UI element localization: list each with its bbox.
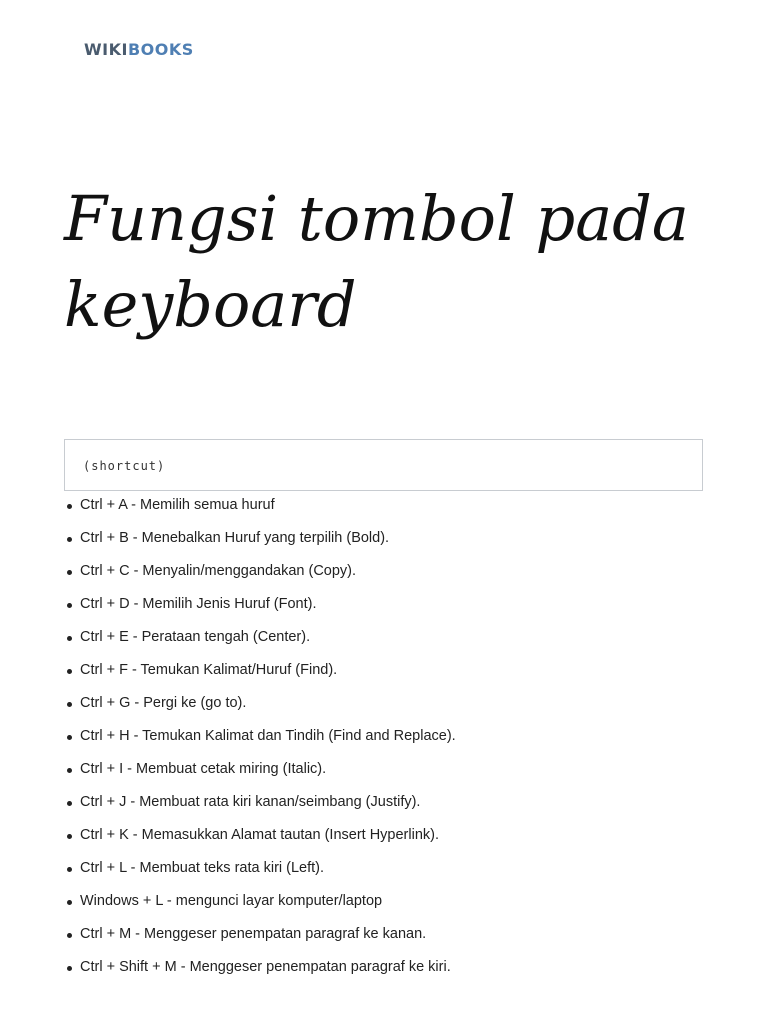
logo-wiki-text: WIKI bbox=[84, 40, 128, 59]
shortcut-item-ctrl-d: Ctrl + D - Memilih Jenis Huruf (Font). bbox=[80, 588, 760, 621]
page-title: Fungsi tombol pada keyboard bbox=[64, 182, 689, 341]
shortcut-item-ctrl-j: Ctrl + J - Membuat rata kiri kanan/seimbang (Justify). bbox=[80, 786, 760, 819]
shortcut-item-ctrl-c: Ctrl + C - Menyalin/menggandakan (Copy). bbox=[80, 555, 760, 588]
shortcut-item-ctrl-m: Ctrl + M - Menggeser penempatan paragraf ke kanan. bbox=[80, 918, 760, 951]
wikibooks-logo[interactable] bbox=[84, 40, 194, 60]
shortcut-item-ctrl-shift-m: Ctrl + Shift + M - Menggeser penempatan paragraf ke kiri. bbox=[80, 951, 760, 984]
shortcut-item-windows-l: Windows + L - mengunci layar komputer/laptop bbox=[80, 885, 760, 918]
logo-books-text: BOOKS bbox=[127, 40, 194, 59]
shortcut-item-ctrl-i: Ctrl + I - Membuat cetak miring (Italic). bbox=[80, 753, 760, 786]
shortcut-item-ctrl-l: Ctrl + L - Membuat teks rata kiri (Left). bbox=[80, 852, 760, 885]
shortcut-code-box bbox=[64, 439, 703, 491]
shortcut-item-ctrl-f: Ctrl + F - Temukan Kalimat/Huruf (Find). bbox=[80, 654, 760, 687]
shortcut-item-ctrl-e: Ctrl + E - Perataan tengah (Center). bbox=[80, 621, 760, 654]
shortcut-item-ctrl-g: Ctrl + G - Pergi ke (go to). bbox=[80, 687, 760, 720]
shortcut-item-ctrl-h: Ctrl + H - Temukan Kalimat dan Tindih (Find and Replace). bbox=[80, 720, 760, 753]
shortcut-item-ctrl-k: Ctrl + K - Memasukkan Alamat tautan (Insert Hyperlink). bbox=[80, 819, 760, 852]
shortcut-list bbox=[64, 489, 760, 984]
shortcut-item-ctrl-a: Ctrl + A - Memilih semua huruf bbox=[80, 489, 760, 522]
shortcut-item-ctrl-b: Ctrl + B - Menebalkan Huruf yang terpilih (Bold). bbox=[80, 522, 760, 555]
code-label: (shortcut) bbox=[83, 459, 166, 473]
